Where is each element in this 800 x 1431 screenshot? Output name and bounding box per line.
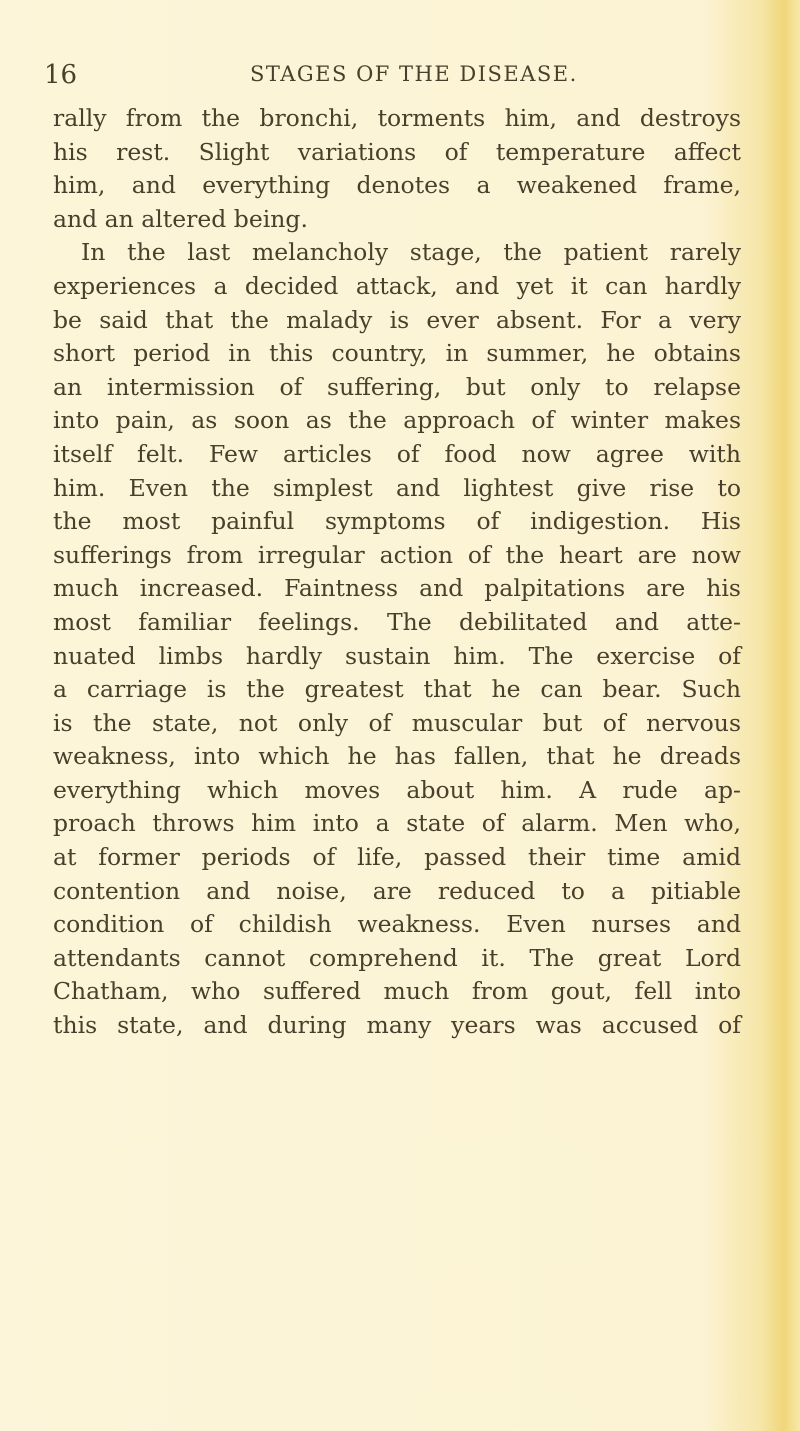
text-line: much increased. Faintness and palpitations are his: [53, 574, 741, 603]
text-line: at former periods of life, passed their time amid: [53, 843, 741, 872]
text-line: short period in this country, in summer, he obtains: [53, 339, 741, 368]
text-line: this state, and during many years was accused of: [53, 1011, 741, 1040]
text-line: contention and noise, are reduced to a pitiable: [53, 876, 741, 905]
text-line: and an altered being.: [53, 204, 308, 233]
text-line: attendants cannot comprehend it. The great Lord: [53, 943, 741, 972]
text-line: rally from the bronchi, torments him, and destroys: [53, 104, 741, 132]
text-line: most familiar feelings. The debilitated and atte-: [53, 607, 741, 636]
text-line: the most painful symptoms of indigestion. His: [53, 507, 741, 536]
text-line: itself felt. Few articles of food now agree with: [53, 439, 741, 468]
text-line: experiences a decided attack, and yet it can hardly: [53, 271, 741, 300]
text-line: In the last melancholy stage, the patient rarely: [81, 238, 741, 267]
body-text: [53, 102, 741, 1043]
text-line: an intermission of suffering, but only to relapse: [53, 372, 741, 401]
text-line: sufferings from irregular action of the heart are now: [53, 540, 741, 569]
text-line: a carriage is the greatest that he can bear. Such: [53, 675, 741, 704]
text-line: him, and everything denotes a weakened frame,: [53, 171, 741, 200]
text-line: everything which moves about him. A rude ap-: [53, 775, 741, 804]
text-line: into pain, as soon as the approach of winter makes: [53, 406, 741, 435]
text-line: him. Even the simplest and lightest give rise to: [53, 473, 741, 502]
text-line: be said that the malady is ever absent. For a very: [53, 305, 741, 334]
text-line: proach throws him into a state of alarm. Men who,: [53, 809, 741, 838]
text-line: nuated limbs hardly sustain him. The exercise of: [53, 641, 741, 670]
text-line: his rest. Slight variations of temperature affect: [53, 137, 741, 166]
page-number: 16: [44, 60, 78, 90]
text-line: condition of childish weakness. Even nurses and: [53, 910, 741, 939]
text-line: weakness, into which he has fallen, that he dreads: [53, 742, 741, 771]
text-line: is the state, not only of muscular but of nervous: [53, 708, 741, 737]
text-line: Chatham, who suffered much from gout, fell into: [53, 977, 741, 1006]
running-title: STAGES OF THE DISEASE.: [250, 62, 578, 86]
